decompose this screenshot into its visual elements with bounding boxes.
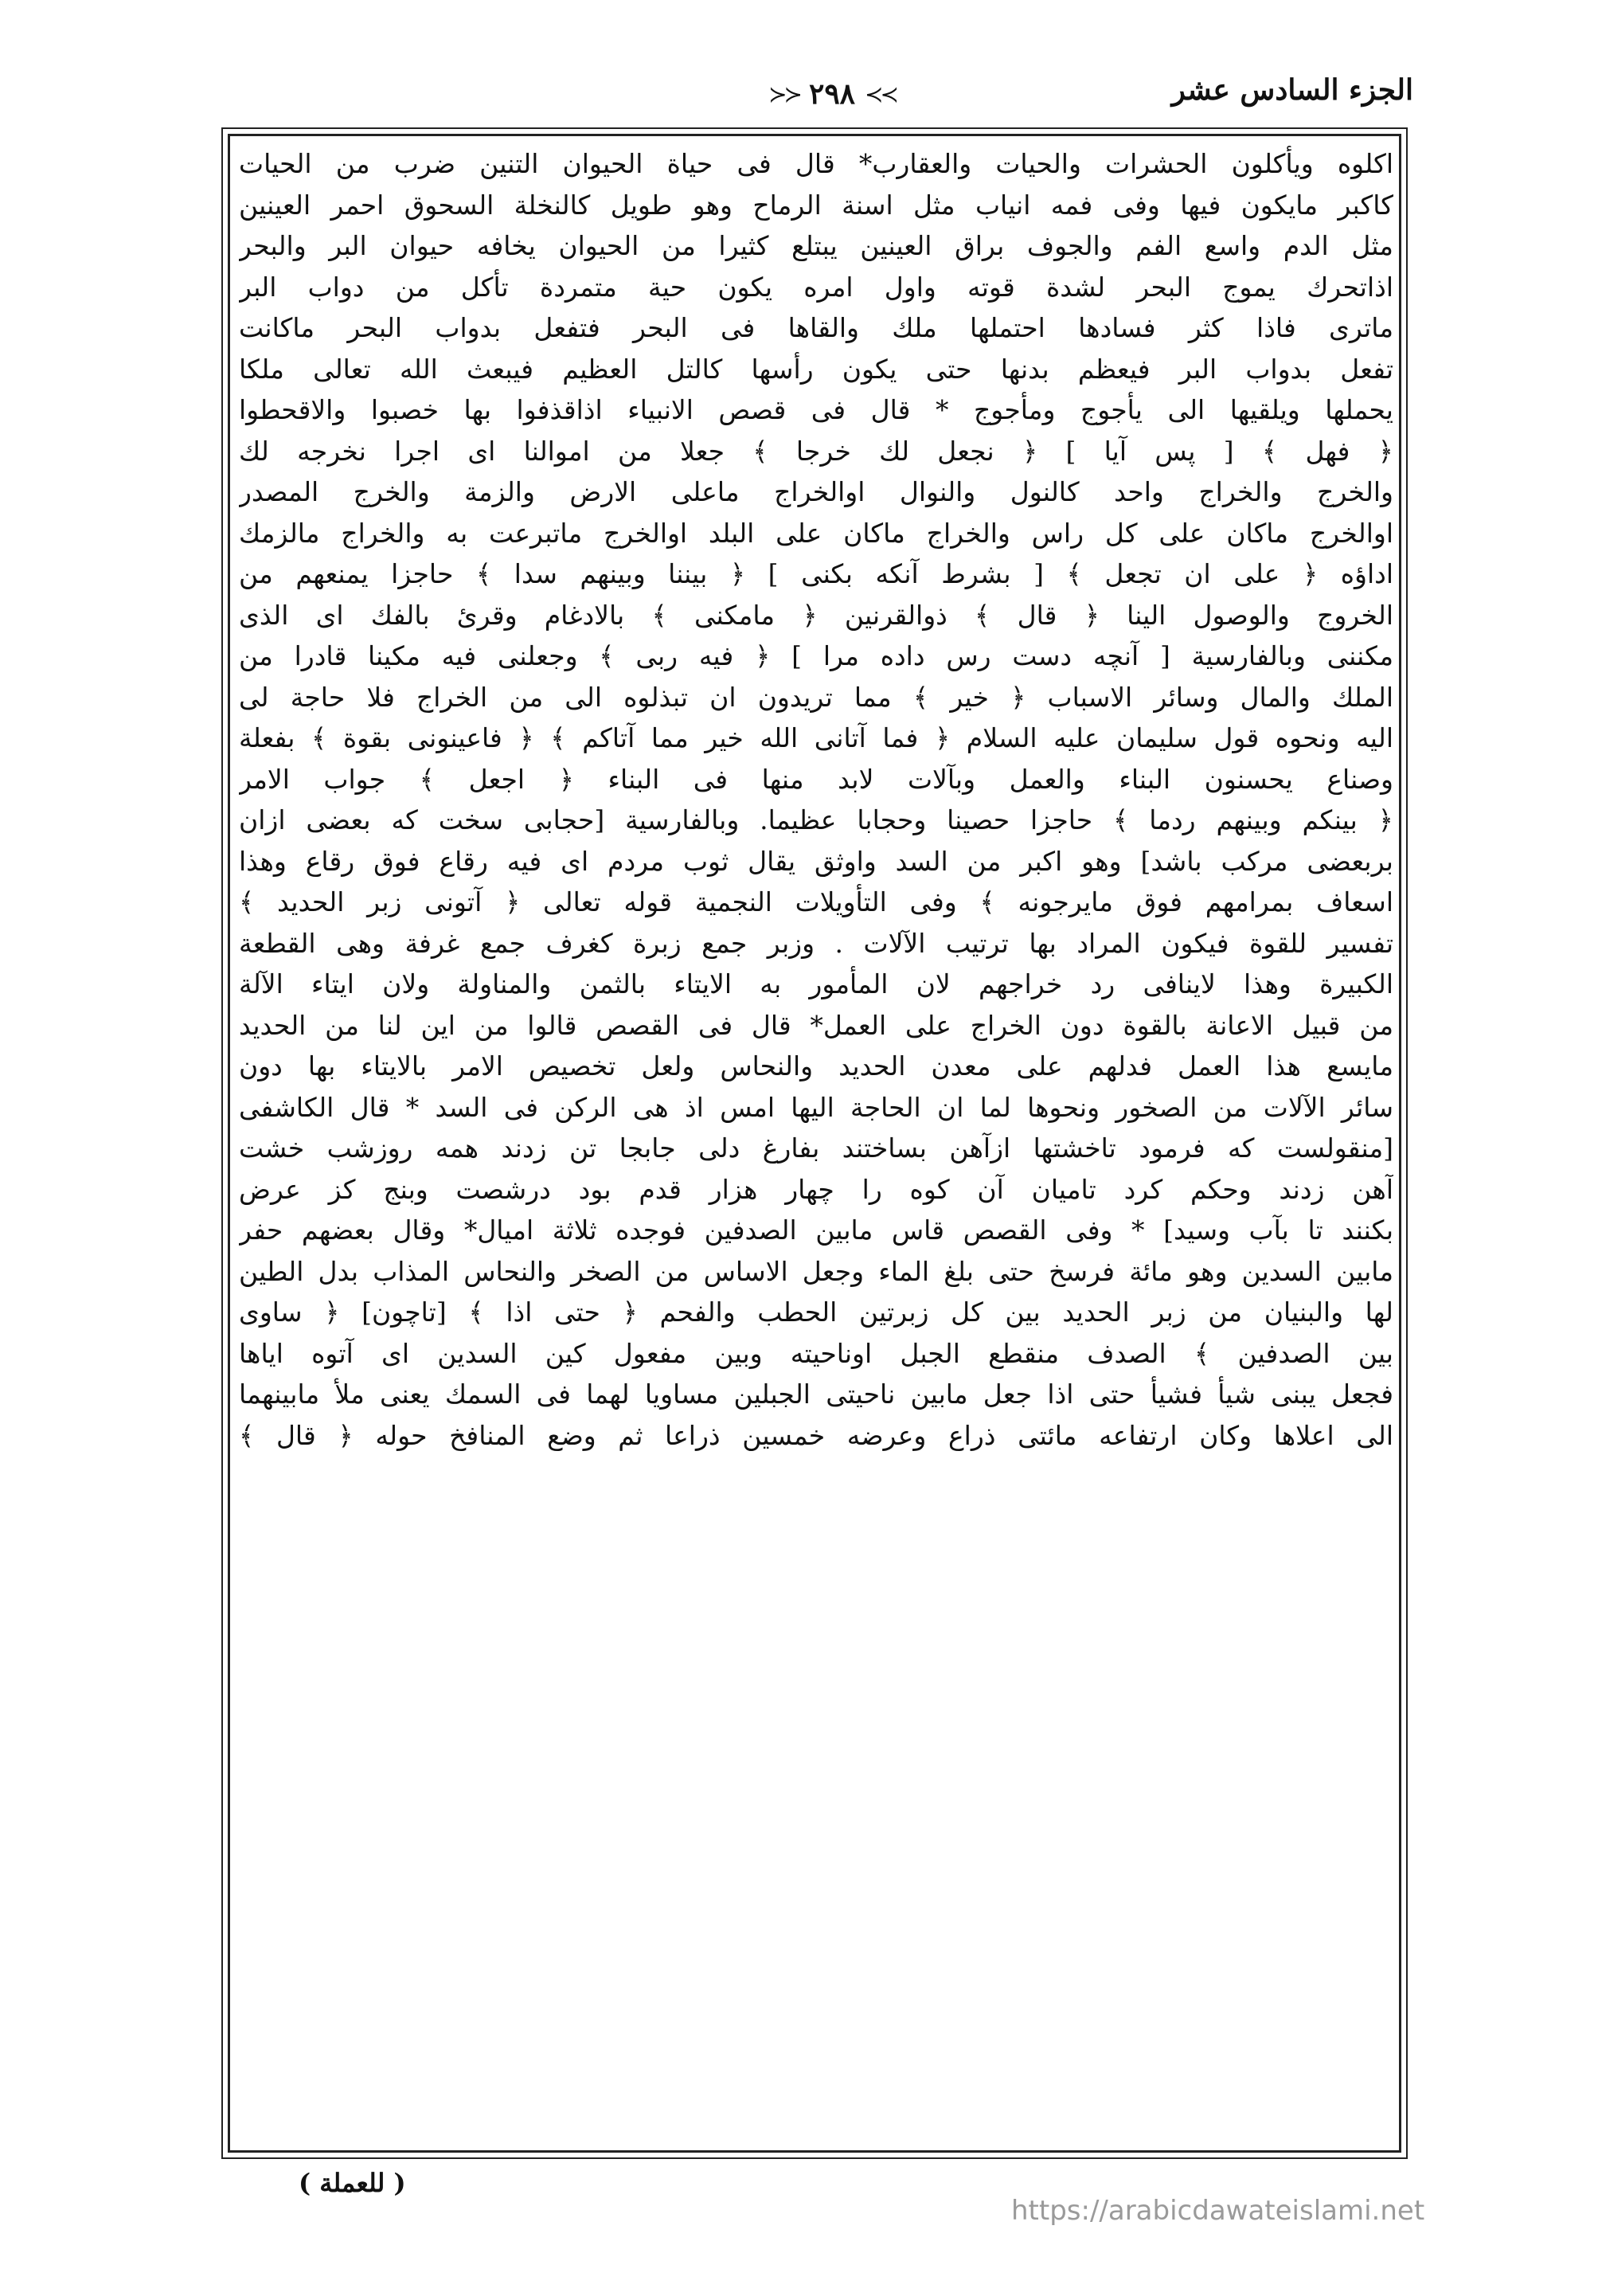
text-line: سائر الآلات من الصخور ونحوها لما ان الحاجة اليها امس اذ هى الركن فى السد * قال الكاشفى — [239, 1091, 1393, 1123]
text-line: الملك والمال وسائر الاسباب ﴿ خير ﴾ مما تريدون ان تبذلوه الى من الخراج فلا حاجة لى — [239, 681, 1393, 713]
text-line: اليه ونحوه قول سليمان عليه السلام ﴿ فما آتانى الله خير مما آتاكم ﴾ ﴿ فاعينونى بقوة ﴾ بفعلة — [239, 722, 1393, 753]
text-line: لها والبنيان من زبر الحديد بين كل زبرتين الحطب والفحم ﴿ حتى اذا ﴾ [تاچون] ﴿ ساوى — [239, 1297, 1393, 1328]
watermark-url: https://arabicdawateislami.net — [1011, 2195, 1425, 2227]
part-title: الجزء السادس عشر — [1171, 73, 1413, 107]
text-line: مايسع هذا العمل فدلهم على معدن الحديد والنحاس ولعل تخصيص الامر بالايتاء بها دون — [239, 1050, 1393, 1082]
text-line: ماترى فاذا كثر فسادها احتملها ملك والقاها فى البحر فتفعل بدواب البحر ماكانت — [239, 312, 1393, 343]
text-line: فجعل يبنى شيأ فشيأ حتى اذا جعل مابين ناحيتى الجبلين مساويا لهما فى السمك يعنى ملأ مابينهما — [239, 1379, 1393, 1410]
catchword: ( للعملة ) — [299, 2168, 406, 2198]
page-number-group — [713, 70, 951, 118]
text-line: الكبيرة وهذا لاينافى رد خراجهم لان المأمور به الايتاء بالثمن والمناولة ولان ايتاء الآلة — [239, 968, 1393, 999]
ornament-left-icon: ≻≻ — [768, 80, 799, 108]
text-line: يحملها ويلقيها الى يأجوج ومأجوج * قال فى قصص الانبياء اذاقذفوا بها خصبوا والاقحطوا — [239, 394, 1393, 425]
text-line: اداؤه ﴿ على ان تجعل ﴾ [ بشرط آنكه بكنى ] ﴿ بيننا وبينهم سدا ﴾ حاجزا يمنعهم من — [239, 558, 1393, 589]
text-line: كاكبر مايكون فيها وفى فمه انياب مثل اسنة الرماح وهو طويل كالنخلة السحوق احمر العينين — [239, 189, 1393, 221]
text-line: تفعل بدواب البر فيعظم بدنها حتى يكون رأسها كالتل العظيم فيبعث الله تعالى ملكا — [239, 353, 1393, 385]
text-line: بربعضى مركب باشد] وهو اكبر من السد واوثق يقال ثوب مردم اى فيه رقاع فوق رقاع وهذا — [239, 845, 1393, 877]
text-line: الخروج والوصول الينا ﴿ قال ﴾ ذوالقرنين ﴿ مامكنى ﴾ بالادغام وقرئ بالفك اى الذى — [239, 599, 1393, 631]
text-line: اكلوه ويأكلون الحشرات والحيات والعقارب* قال فى حياة الحيوان التنين ضرب من الحيات — [239, 148, 1393, 179]
text-line: تفسير للقوة فيكون المراد بها ترتيب الآلات . وزبر جمع زبرة كغرف جمع غرفة وهى القطعة — [239, 927, 1393, 959]
text-line: بكنند تا بآب وسيد] * وفى القصص قاس مابين الصدفين فوجده ثلاثة اميال* وقال بعضهم حفر — [239, 1214, 1393, 1246]
main-text — [239, 143, 1393, 1456]
page-header — [239, 70, 1413, 126]
text-line: بين الصدفين ﴾ الصدف منقطع الجبل اوناحيته وبين مفعول كين السدين اى آتوه اياها — [239, 1337, 1393, 1369]
text-line: مابين السدين وهو مائة فرسخ حتى بلغ الماء وجعل الاساس من الصخر والنحاس المذاب بدل الطين — [239, 1255, 1393, 1287]
text-line: وصناع يحسنون البناء والعمل وبآلات لابد منها فى البناء ﴿ اجعل ﴾ جواب الامر — [239, 763, 1393, 795]
text-line: ﴿ فهل ﴾ [ پس آيا ] ﴿ نجعل لك خرجا ﴾ جعلا من اموالنا اى اجرا نخرجه لك — [239, 435, 1393, 467]
text-line: والخرج والخراج واحد كالنول والنوال اوالخراج ماعلى الارض والزمة والخرج المصدر — [239, 476, 1393, 507]
text-line: الى اعلاها وكان ارتفاعه مائتى ذراع وعرضه خمسين ذراعا ثم وضع المنافخ حوله ﴿ قال ﴾ — [239, 1419, 1393, 1451]
text-line: آهن زدند وحكم كرد تاميان آن كوه را چهار هزار قدم بود درشصت وبنج كز عرض — [239, 1173, 1393, 1205]
text-line: اسعاف بمرامهم فوق مايرجونه ﴾ وفى التأويلات النجمية قوله تعالى ﴿ آتونى زبر الحديد ﴾ — [239, 886, 1393, 917]
ornament-right-icon: ≺≺ — [865, 80, 896, 108]
text-line: مثل الدم واسع الفم والجوف براق العينين يبتلع كثيرا من الحيوان يخافه حيوان البر والبحر — [239, 230, 1393, 261]
text-line: من قبيل الاعانة بالقوة دون الخراج على العمل* قال فى القصص قالوا من اين لنا من الحديد — [239, 1009, 1393, 1041]
text-line: اذاتحرك يموج البحر لشدة قوته واول امره يكون حية متمردة تأكل من دواب البر — [239, 271, 1393, 303]
page-number: ٢٩٨ — [808, 77, 855, 111]
text-line: [منقولست كه فرمود تاخشتها ازآهن بساختند بفارغ دلى جابجا تن زدند همه روزشب خشت — [239, 1132, 1393, 1164]
text-line: ﴿ بينكم وبينهم ردما ﴾ حاجزا حصينا وحجابا عظيما. وبالفارسية [حجابى سخت كه بعضى ازان — [239, 804, 1393, 835]
text-line: مكننى وبالفارسية [ آنچه دست رس داده مرا ] ﴿ فيه ربى ﴾ وجعلنى فيه مكينا قادرا من — [239, 640, 1393, 671]
text-line: اوالخرج ماكان على كل راس والخراج ماكان على البلد اوالخرج ماتبرعت به والخراج مالزمك — [239, 517, 1393, 549]
